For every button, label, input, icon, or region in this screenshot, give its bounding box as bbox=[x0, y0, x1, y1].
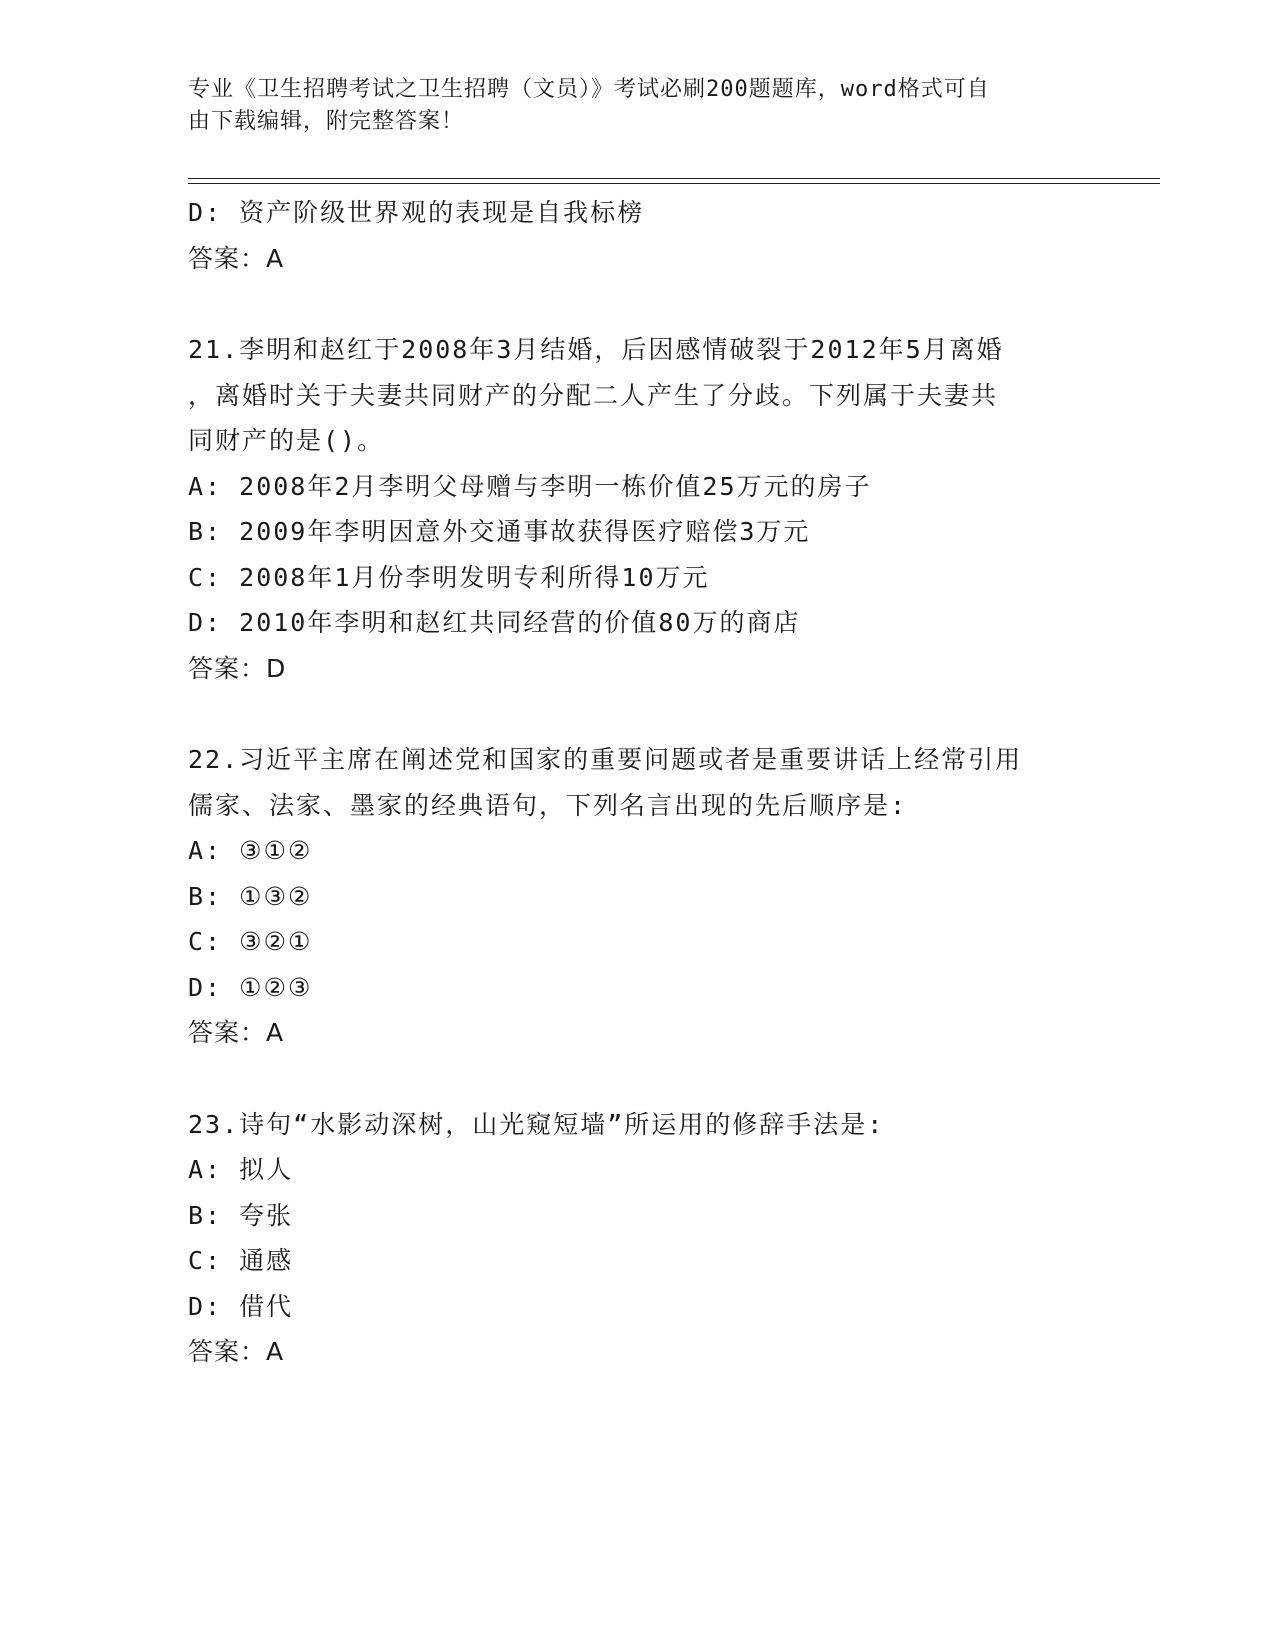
option-d: D: 2010年李明和赵红共同经营的价值80万的商店 bbox=[188, 608, 801, 637]
question-stem-line: 22.习近平主席在阐述党和国家的重要问题或者是重要讲话上经常引用 bbox=[188, 745, 1023, 774]
question-block-23 bbox=[188, 1102, 1088, 1375]
question-stem-line: 21.李明和赵红于2008年3月结婚，后因感情破裂于2012年5月离婚 bbox=[188, 335, 1004, 364]
question-stem-line: 23.诗句“水影动深树，山光窥短墙”所运用的修辞手法是: bbox=[188, 1109, 885, 1139]
header-title-line-2: 由下载编辑，附完整答案！ bbox=[188, 109, 465, 134]
option-b: B: 夸张 bbox=[188, 1200, 294, 1230]
option-d: D: 资产阶级世界观的表现是自我标榜 bbox=[188, 198, 645, 227]
option-a: A: 2008年2月李明父母赠与李明一栋价值25万元的房子 bbox=[188, 471, 872, 501]
spacer bbox=[188, 1056, 1088, 1102]
option-d: D: ①②③ bbox=[188, 972, 313, 1002]
header-divider-top bbox=[188, 178, 1160, 179]
question-stem-line: 儒家、法家、墨家的经典语句，下列名言出现的先后顺序是: bbox=[188, 790, 908, 820]
question-block-22 bbox=[188, 737, 1088, 1056]
option-d: D: 借代 bbox=[188, 1291, 294, 1321]
header-divider-bottom bbox=[188, 183, 1160, 184]
option-c: C: ③②① bbox=[188, 927, 313, 956]
option-a: A: 拟人 bbox=[188, 1155, 294, 1184]
answer-line: 答案：A bbox=[188, 1018, 285, 1047]
answer-line: 答案：D bbox=[188, 653, 287, 683]
question-block-previous bbox=[188, 190, 1088, 281]
spacer bbox=[188, 691, 1088, 737]
option-c: C: 通感 bbox=[188, 1246, 294, 1275]
question-stem-line: 同财产的是()。 bbox=[188, 426, 385, 455]
option-a: A: ③①② bbox=[188, 836, 313, 865]
document-header bbox=[188, 74, 1088, 138]
question-list bbox=[188, 190, 1088, 1375]
question-stem-line: ，离婚时关于夫妻共同财产的分配二人产生了分歧。下列属于夫妻共 bbox=[188, 380, 999, 410]
answer-line: 答案：A bbox=[188, 243, 285, 273]
question-block-21 bbox=[188, 327, 1088, 691]
option-b: B: 2009年李明因意外交通事故获得医疗赔偿3万元 bbox=[188, 517, 811, 546]
option-b: B: ①③② bbox=[188, 881, 313, 911]
answer-line: 答案：A bbox=[188, 1337, 285, 1366]
spacer bbox=[188, 281, 1088, 327]
option-c: C: 2008年1月份李明发明专利所得10万元 bbox=[188, 562, 710, 592]
header-title-line-1: 专业《卫生招聘考试之卫生招聘（文员）》考试必刷200题题库，word格式可自 bbox=[188, 77, 990, 102]
